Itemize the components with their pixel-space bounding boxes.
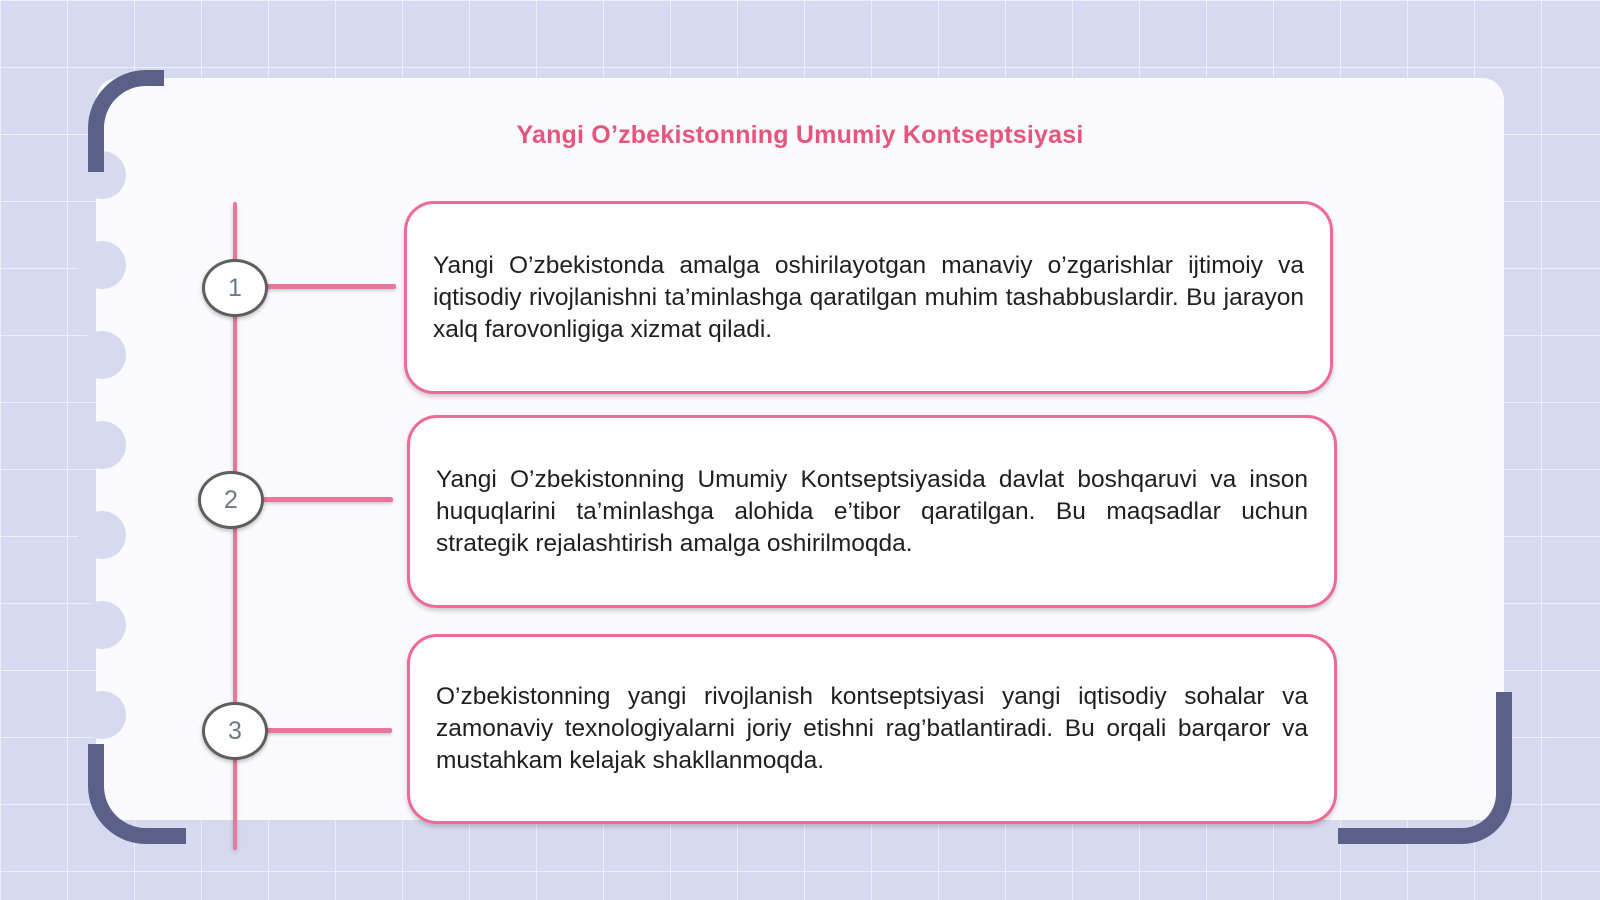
step-text-2: Yangi O’zbekistonning Umumiy Kontseptsiyasida davlat boshqaruvi va inson huquqlarini ta’minlashga alohida e’tibor qaratilgan. Bu maqsadlar uchun strategik rejalashtirish amalga oshirilmoqda. [436, 465, 1308, 557]
corner-bracket-top-left [88, 70, 164, 172]
slide-title: Yangi O’zbekistonning Umumiy Kontseptsiyasi [516, 121, 1084, 149]
corner-bracket-bottom-left [88, 744, 186, 844]
step-number-2: 2 [198, 471, 264, 529]
corner-bracket-bottom-right [1338, 692, 1512, 844]
notebook-notch [78, 421, 126, 469]
step-box-3 [407, 634, 1337, 824]
timeline-connector-2 [263, 497, 393, 502]
notebook-notch [78, 331, 126, 379]
notebook-notch [78, 691, 126, 739]
step-text-3: O’zbekistonning yangi rivojlanish kontseptsiyasi yangi iqtisodiy sohalar va zamonaviy texnologiyalarni joriy etishni rag’batlantiradi. Bu orqali barqaror va mustahkam kelajak shakllanmoqda. [436, 683, 1308, 774]
step-number-3: 3 [202, 702, 268, 760]
step-box-1 [404, 201, 1333, 394]
step-text-1: Yangi O’zbekistonda amalga oshirilayotgan manaviy o’zgarishlar ijtimoiy va iqtisodiy rivojlanishni ta’minlashga qaratilgan muhim tashabbuslardir. Bu jarayon xalq farovonligiga xizmat qiladi. [433, 251, 1304, 343]
notebook-notch [78, 511, 126, 559]
notebook-notch [78, 241, 126, 289]
step-box-2 [407, 415, 1337, 608]
timeline-connector-1 [266, 284, 396, 289]
timeline-connector-3 [266, 728, 392, 733]
step-number-1: 1 [202, 259, 268, 317]
notebook-notch [78, 601, 126, 649]
